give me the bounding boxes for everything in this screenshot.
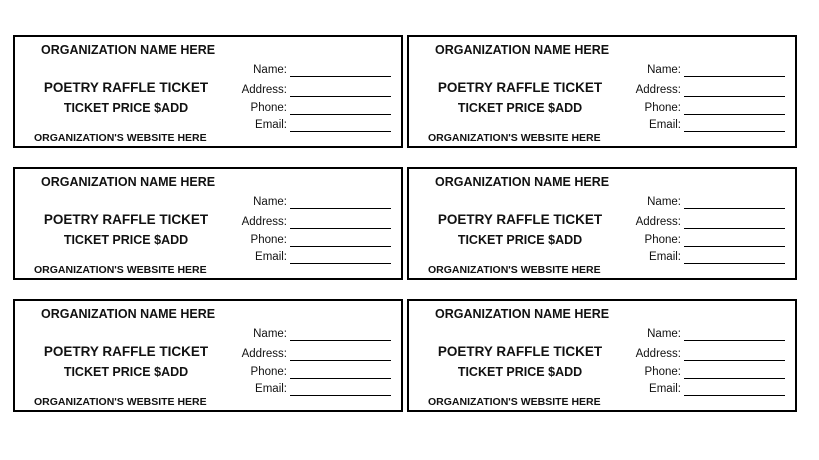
phone-line[interactable] (684, 114, 785, 115)
email-field[interactable] (621, 119, 789, 133)
ticket-price: TICKET PRICE $ADD (63, 101, 189, 115)
phone-line[interactable] (290, 378, 391, 379)
organization-name: ORGANIZATION NAME HERE (41, 307, 216, 321)
address-line[interactable] (290, 96, 391, 97)
address-line[interactable] (290, 360, 391, 361)
name-label: Name: (253, 328, 287, 340)
email-label: Email: (255, 119, 287, 131)
address-field[interactable] (621, 84, 789, 98)
email-line[interactable] (290, 263, 391, 264)
phone-label: Phone: (644, 234, 681, 246)
address-label: Address: (635, 84, 681, 96)
phone-line[interactable] (290, 246, 391, 247)
phone-label: Phone: (250, 366, 287, 378)
address-field[interactable] (227, 84, 395, 98)
organization-website: ORGANIZATION'S WEBSITE HERE (428, 264, 601, 276)
phone-label: Phone: (644, 366, 681, 378)
name-line[interactable] (684, 208, 785, 209)
name-label: Name: (253, 196, 287, 208)
ticket-title: POETRY RAFFLE TICKET (43, 212, 209, 227)
name-label: Name: (647, 64, 681, 76)
name-label: Name: (647, 328, 681, 340)
address-label: Address: (241, 84, 287, 96)
name-field[interactable] (621, 64, 789, 78)
email-field[interactable] (621, 383, 789, 397)
address-label: Address: (241, 348, 287, 360)
organization-website: ORGANIZATION'S WEBSITE HERE (428, 396, 601, 408)
ticket-title: POETRY RAFFLE TICKET (437, 212, 603, 227)
organization-name: ORGANIZATION NAME HERE (435, 43, 610, 57)
email-label: Email: (255, 251, 287, 263)
address-field[interactable] (621, 348, 789, 362)
ticket-title: POETRY RAFFLE TICKET (43, 344, 209, 359)
ticket-price: TICKET PRICE $ADD (457, 233, 583, 247)
name-field[interactable] (227, 64, 395, 78)
organization-website: ORGANIZATION'S WEBSITE HERE (34, 396, 207, 408)
raffle-ticket (407, 35, 797, 148)
organization-name: ORGANIZATION NAME HERE (435, 175, 610, 189)
email-line[interactable] (684, 131, 785, 132)
ticket-price: TICKET PRICE $ADD (63, 233, 189, 247)
name-field[interactable] (621, 328, 789, 342)
organization-website: ORGANIZATION'S WEBSITE HERE (34, 264, 207, 276)
address-line[interactable] (684, 228, 785, 229)
email-line[interactable] (290, 395, 391, 396)
email-field[interactable] (227, 119, 395, 133)
email-field[interactable] (227, 251, 395, 265)
phone-line[interactable] (684, 378, 785, 379)
address-label: Address: (635, 348, 681, 360)
address-line[interactable] (684, 360, 785, 361)
address-field[interactable] (227, 348, 395, 362)
phone-label: Phone: (250, 102, 287, 114)
name-line[interactable] (684, 76, 785, 77)
address-field[interactable] (621, 216, 789, 230)
organization-name: ORGANIZATION NAME HERE (435, 307, 610, 321)
phone-field[interactable] (227, 102, 395, 116)
phone-field[interactable] (621, 102, 789, 116)
ticket-price: TICKET PRICE $ADD (63, 365, 189, 379)
ticket-price: TICKET PRICE $ADD (457, 365, 583, 379)
email-line[interactable] (290, 131, 391, 132)
phone-line[interactable] (290, 114, 391, 115)
address-field[interactable] (227, 216, 395, 230)
address-line[interactable] (684, 96, 785, 97)
phone-field[interactable] (227, 366, 395, 380)
email-line[interactable] (684, 395, 785, 396)
organization-website: ORGANIZATION'S WEBSITE HERE (428, 132, 601, 144)
name-label: Name: (253, 64, 287, 76)
raffle-ticket (407, 299, 797, 412)
raffle-ticket (13, 299, 403, 412)
raffle-ticket (407, 167, 797, 280)
email-field[interactable] (227, 383, 395, 397)
raffle-ticket (13, 167, 403, 280)
email-line[interactable] (684, 263, 785, 264)
organization-name: ORGANIZATION NAME HERE (41, 175, 216, 189)
name-field[interactable] (621, 196, 789, 210)
phone-line[interactable] (684, 246, 785, 247)
phone-label: Phone: (644, 102, 681, 114)
email-label: Email: (649, 383, 681, 395)
ticket-title: POETRY RAFFLE TICKET (437, 344, 603, 359)
address-line[interactable] (290, 228, 391, 229)
organization-name: ORGANIZATION NAME HERE (41, 43, 216, 57)
phone-field[interactable] (621, 366, 789, 380)
ticket-price: TICKET PRICE $ADD (457, 101, 583, 115)
name-field[interactable] (227, 196, 395, 210)
phone-field[interactable] (621, 234, 789, 248)
address-label: Address: (241, 216, 287, 228)
phone-field[interactable] (227, 234, 395, 248)
phone-label: Phone: (250, 234, 287, 246)
address-label: Address: (635, 216, 681, 228)
email-label: Email: (649, 119, 681, 131)
name-field[interactable] (227, 328, 395, 342)
email-label: Email: (255, 383, 287, 395)
name-line[interactable] (290, 340, 391, 341)
name-line[interactable] (290, 208, 391, 209)
email-field[interactable] (621, 251, 789, 265)
name-line[interactable] (684, 340, 785, 341)
email-label: Email: (649, 251, 681, 263)
ticket-title: POETRY RAFFLE TICKET (43, 80, 209, 95)
name-label: Name: (647, 196, 681, 208)
name-line[interactable] (290, 76, 391, 77)
organization-website: ORGANIZATION'S WEBSITE HERE (34, 132, 207, 144)
ticket-title: POETRY RAFFLE TICKET (437, 80, 603, 95)
raffle-ticket (13, 35, 403, 148)
